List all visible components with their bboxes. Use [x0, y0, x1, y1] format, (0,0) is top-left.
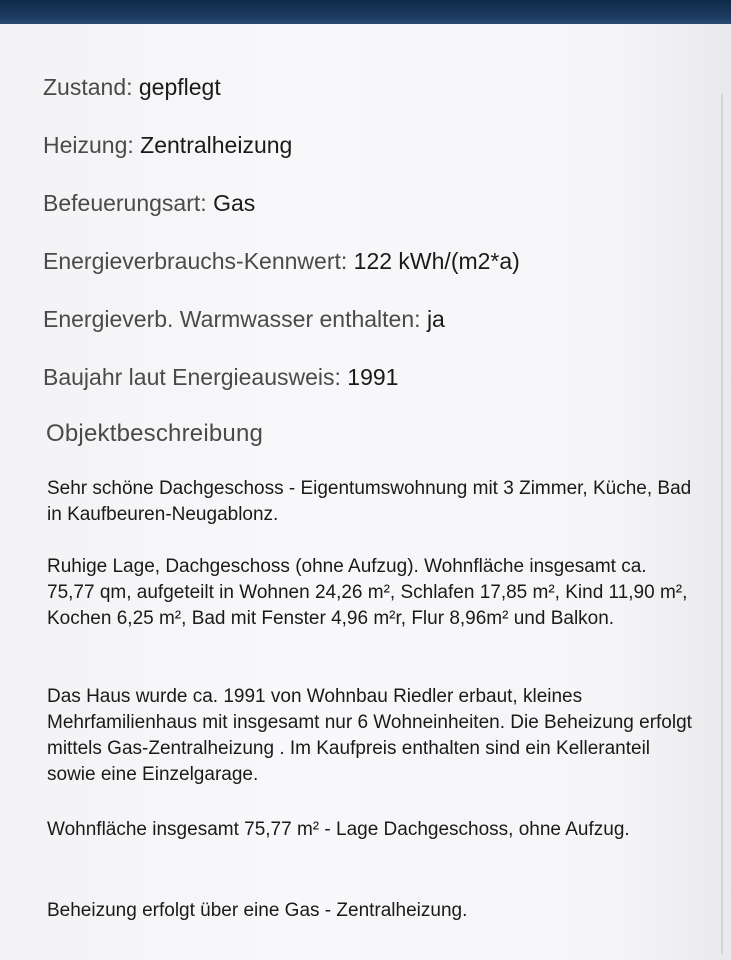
field-energieverbrauchs-kennwert [43, 248, 520, 275]
field-heizung [43, 132, 292, 159]
field-warmwasser [43, 306, 445, 333]
field-befeuerungsart [43, 190, 255, 217]
description-paragraph: Das Haus wurde ca. 1991 von Wohnbau Riedler erbaut, kleines Mehrfamilienhaus mit insgesamt nur 6 Wohneinheiten. Die Beheizung erfolgt mittels Gas-Zentralheizung . Im Kaufpreis enthalten sind ein Kelleranteil sowie eine Einzelgarage. [47, 686, 692, 785]
field-value: Gas [213, 190, 256, 216]
description-paragraph: Ruhige Lage, Dachgeschoss (ohne Aufzug). Wohnfläche insgesamt ca. 75,77 qm, aufgeteilt in Wohnen 24,26 m², Schlafen 17,85 m², Kind 11,90 m², Kochen 6,25 m², Bad mit Fenster 4,96 m²r, Flur 8,96m² und Balkon. [47, 556, 688, 629]
field-baujahr [43, 364, 398, 391]
field-value: 122 kWh/(m2*a) [353, 248, 520, 274]
field-value: ja [426, 306, 445, 332]
section-title: Objektbeschreibung [46, 420, 264, 447]
field-value: 1991 [347, 364, 399, 390]
field-label: Energieverbrauchs-Kennwert: [43, 248, 348, 274]
field-label: Befeuerungsart: [43, 190, 207, 216]
description-paragraph: Sehr schöne Dachgeschoss - Eigentumswohnung mit 3 Zimmer, Küche, Bad in Kaufbeuren-Neugablonz. [47, 478, 692, 525]
description-paragraph: Wohnfläche insgesamt 75,77 m² - Lage Dachgeschoss, ohne Aufzug. [47, 819, 630, 840]
field-label: Heizung: [43, 132, 134, 158]
field-value: gepflegt [138, 74, 221, 100]
field-label: Baujahr laut Energieausweis: [43, 364, 341, 390]
field-value: Zentralheizung [140, 132, 293, 158]
top-bar [0, 0, 731, 24]
field-zustand [43, 74, 221, 101]
field-label: Energieverb. Warmwasser enthalten: [43, 306, 421, 332]
field-label: Zustand: [43, 74, 133, 100]
sheet-edge [721, 94, 723, 954]
description-paragraph: Beheizung erfolgt über eine Gas - Zentralheizung. [47, 900, 468, 921]
